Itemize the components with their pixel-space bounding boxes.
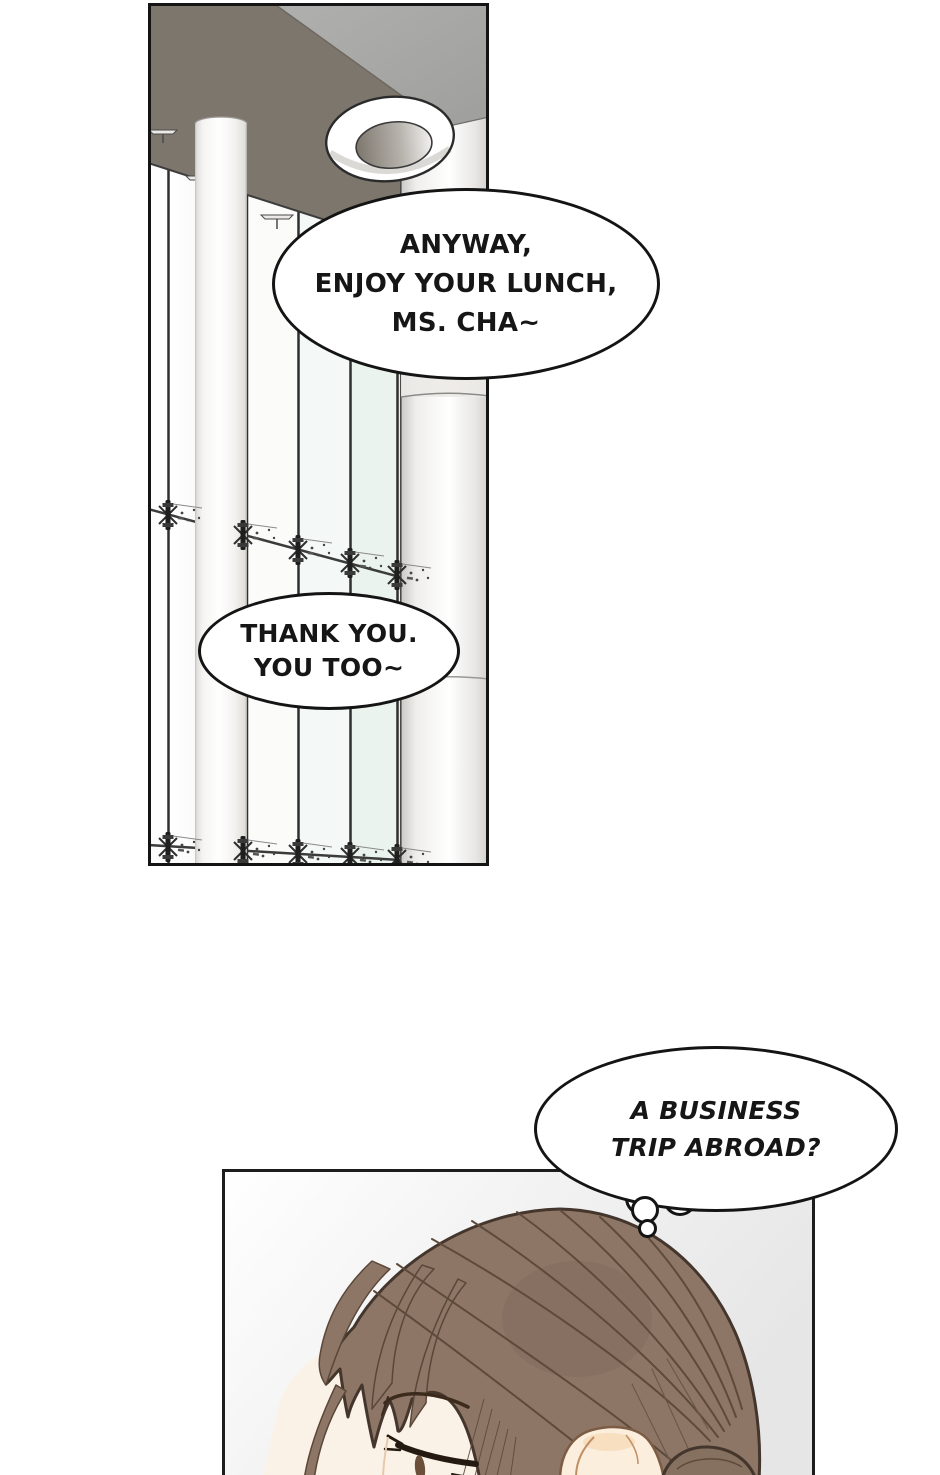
speech-line: THANK YOU. — [240, 619, 418, 648]
speech-bubble-anyway — [272, 188, 660, 380]
column-left — [195, 117, 247, 866]
lobby-scene — [148, 3, 489, 866]
speech-line: ENJOY YOUR LUNCH, — [314, 268, 618, 299]
speech-bubble-thank-you — [198, 592, 460, 710]
thought-bubble-tail-circle — [638, 1219, 657, 1238]
speech-line: ANYWAY, — [399, 229, 533, 260]
thought-bubble-business-trip — [534, 1046, 898, 1212]
speech-line: MS. CHA~ — [391, 307, 541, 338]
thought-line: TRIP ABROAD? — [611, 1133, 821, 1162]
woman-scene — [222, 1169, 815, 1475]
speech-line: YOU TOO~ — [253, 653, 405, 682]
lobby-interior-panel — [148, 3, 489, 866]
woman-thinking-panel — [222, 1169, 815, 1475]
thought-line: A BUSINESS — [630, 1096, 802, 1125]
hair-shadow — [502, 1261, 652, 1377]
